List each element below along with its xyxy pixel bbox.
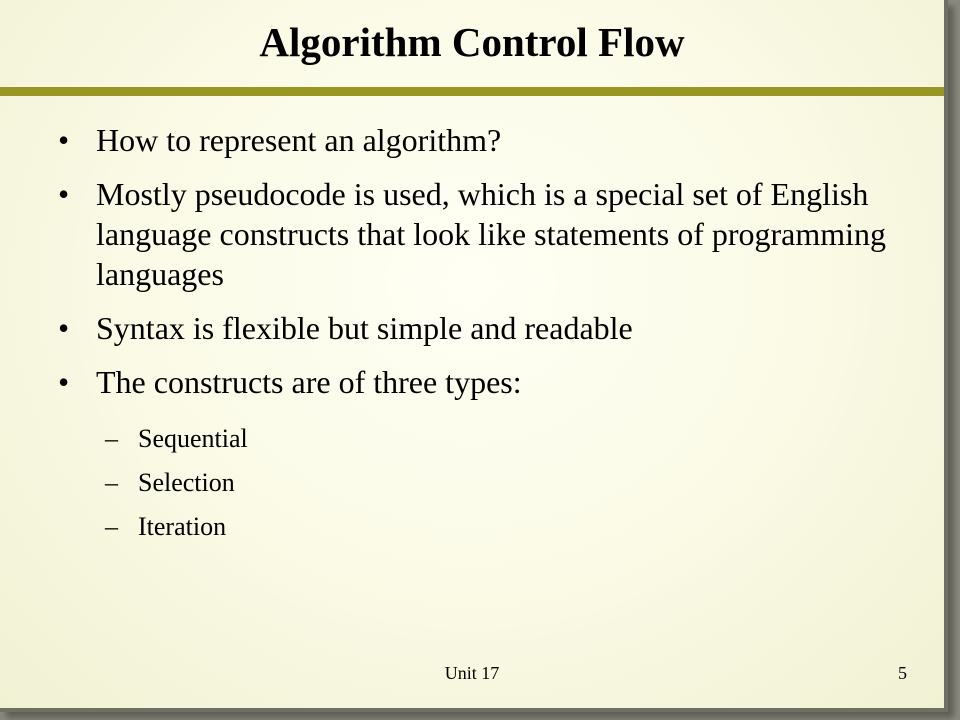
sub-bullet-marker: – (105, 468, 118, 497)
bullet-text: Mostly pseudocode is used, which is a special set of English language constructs that look like statements of programming languages (96, 176, 887, 292)
bullet-marker: • (58, 364, 70, 400)
sub-bullet-text: Sequential (138, 424, 248, 453)
bullet-text: How to represent an algorithm? (96, 122, 502, 158)
bullet-text: Syntax is flexible but simple and readable (96, 310, 633, 346)
bullet-marker: • (58, 122, 70, 158)
sub-bullet-item (105, 424, 248, 454)
bullet-text: The constructs are of three types: (96, 364, 522, 400)
bullet-item (58, 362, 898, 402)
bullet-item (58, 174, 898, 294)
sub-bullet-text: Iteration (138, 512, 227, 541)
sub-bullet-item (105, 512, 248, 542)
sub-bullet-list (105, 424, 248, 556)
bullet-list (58, 120, 898, 416)
page-number: 5 (898, 663, 907, 683)
title-divider (0, 87, 944, 96)
bullet-marker: • (58, 176, 70, 212)
bullet-item (58, 308, 898, 348)
bullet-marker: • (58, 310, 70, 346)
sub-bullet-marker: – (105, 512, 118, 541)
slide-title: Algorithm Control Flow (259, 19, 685, 65)
sub-bullet-text: Selection (138, 468, 235, 497)
bullet-item (58, 120, 898, 160)
footer-unit-label: Unit 17 (444, 663, 500, 683)
sub-bullet-marker: – (105, 424, 118, 453)
sub-bullet-item (105, 468, 248, 498)
